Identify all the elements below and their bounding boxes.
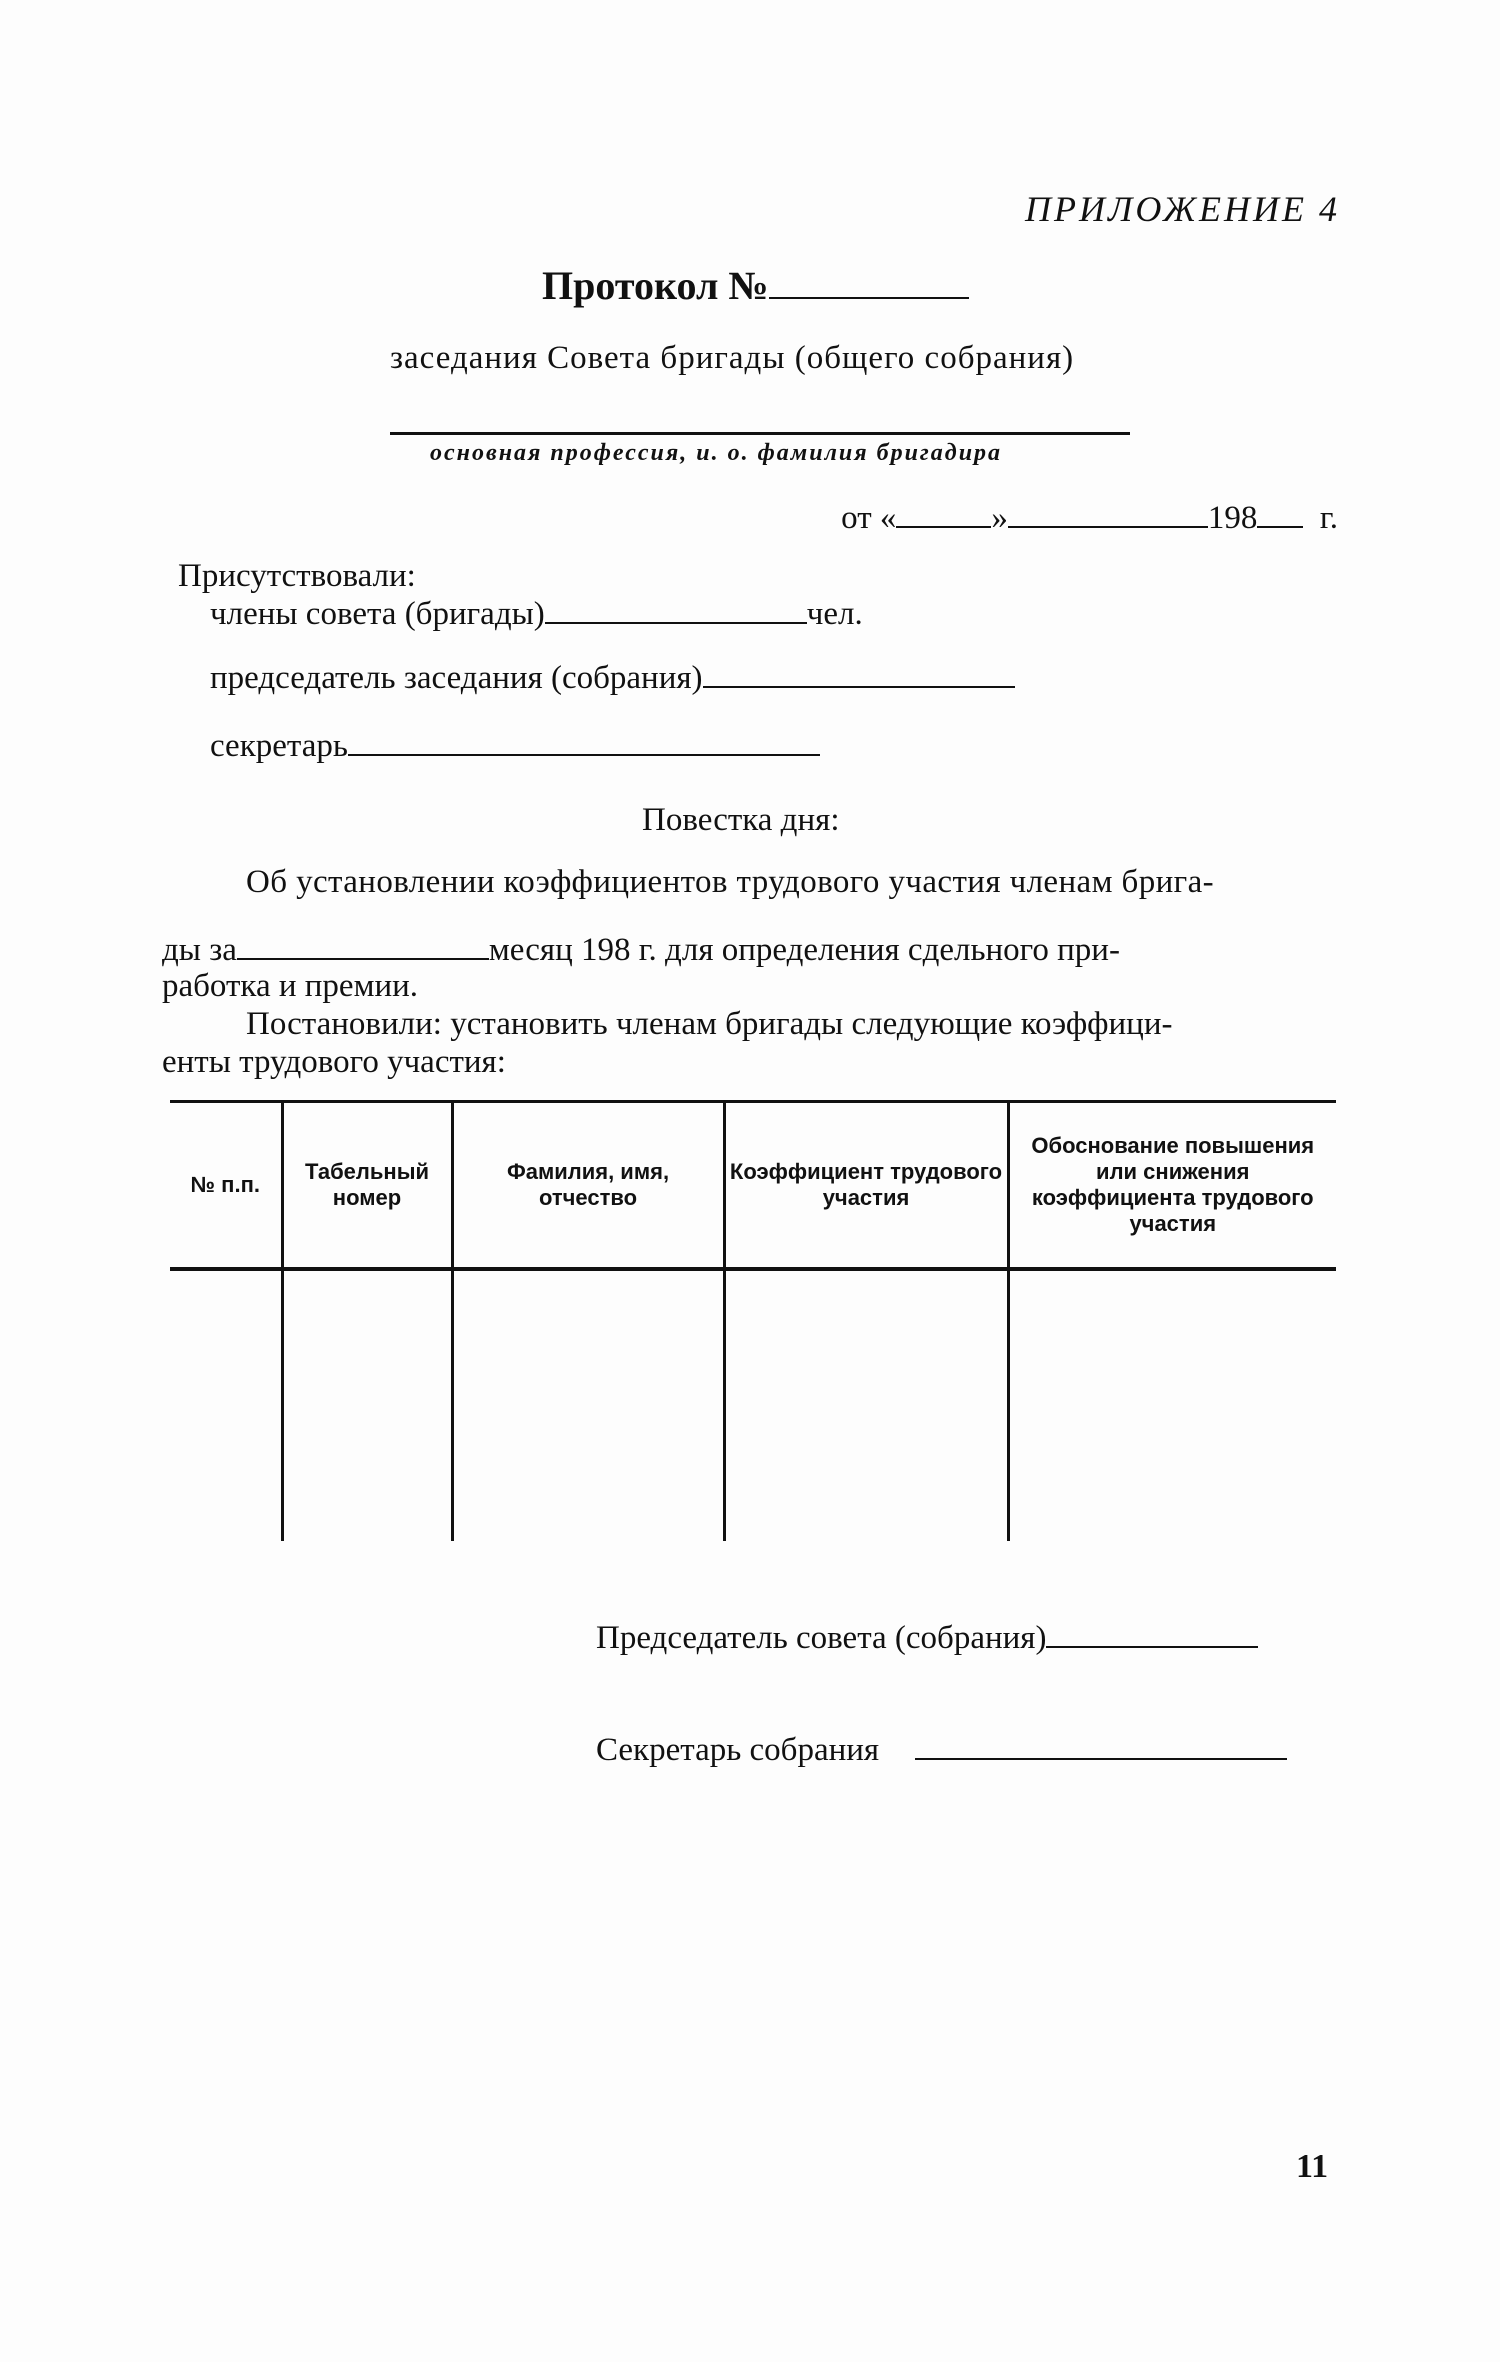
members-label: члены совета (бригады) bbox=[210, 596, 545, 632]
resolution-line-2: енты трудового участия: bbox=[162, 1044, 506, 1080]
secretary-label: секретарь bbox=[210, 728, 348, 764]
page-number: 11 bbox=[1296, 2148, 1329, 2185]
attendance-heading: Присутствовали: bbox=[178, 558, 416, 594]
year-blank bbox=[1257, 526, 1303, 528]
page-subtitle: заседания Совета бригады (общего собрания) bbox=[390, 340, 1075, 376]
chair-signature-label: Председатель совета (собрания) bbox=[596, 1620, 1047, 1656]
coefficients-table bbox=[170, 1100, 1336, 1541]
header-coefficient: Коэффициент трудового участия bbox=[724, 1102, 1008, 1270]
resolution-line-1: Постановили: установить членам бригады следующие коэффици- bbox=[246, 1006, 1173, 1042]
agenda-line-2-prefix: ды за bbox=[162, 932, 237, 968]
chair-signature-row bbox=[596, 1620, 1258, 1657]
brigadier-caption: основная профессия, и. о. фамилия бригадира bbox=[430, 440, 1003, 466]
agenda-line-2-suffix: месяц 198 г. для определения сдельного при- bbox=[488, 932, 1120, 968]
table-header-row bbox=[170, 1102, 1336, 1270]
members-unit: чел. bbox=[806, 596, 863, 632]
table-cell-full-name[interactable] bbox=[452, 1269, 724, 1541]
month-name-blank bbox=[237, 958, 489, 960]
table-cell-justification[interactable] bbox=[1008, 1269, 1336, 1541]
secretary-blank bbox=[348, 754, 820, 756]
appendix-label: ПРИЛОЖЕНИЕ 4 bbox=[1025, 189, 1340, 229]
table-cell-coefficient[interactable] bbox=[724, 1269, 1008, 1541]
agenda-heading: Повестка дня: bbox=[642, 802, 840, 838]
chair-blank bbox=[703, 686, 1015, 688]
date-prefix: от bbox=[841, 500, 872, 536]
day-blank bbox=[896, 526, 991, 528]
date-line bbox=[841, 500, 1338, 537]
members-count-blank bbox=[545, 622, 807, 624]
header-justification: Обоснование повышения или снижения коэффициента трудового участия bbox=[1008, 1102, 1336, 1270]
agenda-line-1: Об установлении коэффициентов трудового участия членам брига- bbox=[246, 864, 1215, 900]
secretary-signature-blank bbox=[915, 1758, 1287, 1760]
page-title bbox=[542, 262, 969, 309]
header-personnel-number: Табельный номер bbox=[282, 1102, 452, 1270]
header-full-name: Фамилия, имя, отчество bbox=[452, 1102, 724, 1270]
header-number: № п.п. bbox=[170, 1102, 282, 1270]
month-blank bbox=[1008, 526, 1208, 528]
brigadier-line bbox=[390, 432, 1130, 435]
table-cell-number[interactable] bbox=[170, 1269, 282, 1541]
table-cell-personnel-number[interactable] bbox=[282, 1269, 452, 1541]
chair-signature-blank bbox=[1046, 1646, 1258, 1648]
secretary-signature-label: Секретарь собрания bbox=[596, 1732, 880, 1768]
members-row bbox=[210, 596, 863, 633]
table-row bbox=[170, 1269, 1336, 1541]
chair-row bbox=[210, 660, 1015, 697]
chair-label: председатель заседания (собрания) bbox=[210, 660, 703, 696]
date-suffix: г. bbox=[1319, 500, 1338, 536]
secretary-signature-row bbox=[596, 1732, 1287, 1769]
secretary-row bbox=[210, 728, 820, 765]
agenda-line-3: работка и премии. bbox=[162, 968, 419, 1004]
date-close-quote: » bbox=[991, 500, 1008, 536]
date-year: 198 bbox=[1207, 500, 1258, 536]
agenda-line-2 bbox=[162, 932, 1120, 969]
date-open-quote: « bbox=[879, 500, 897, 536]
title-text: Протокол № bbox=[542, 263, 769, 308]
protocol-number-blank bbox=[769, 297, 969, 299]
